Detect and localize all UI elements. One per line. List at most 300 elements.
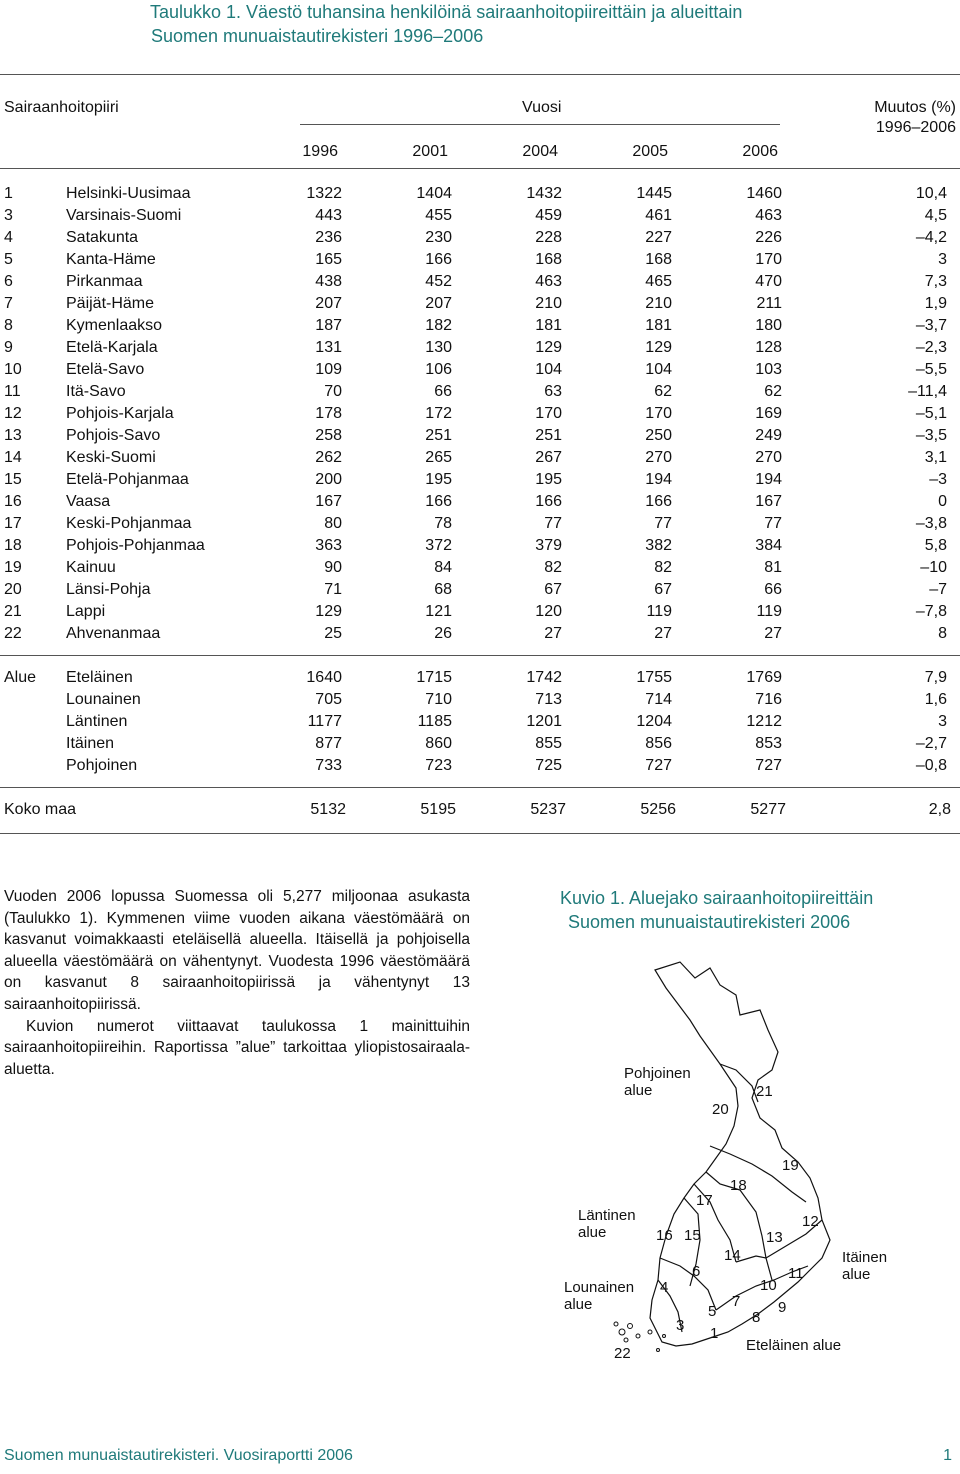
value-2006: 170 xyxy=(755,251,782,268)
region-lantinen-line1: Läntinen xyxy=(578,1207,636,1224)
row-name: Etelä-Pohjanmaa xyxy=(66,471,189,488)
value-2006: 169 xyxy=(755,405,782,422)
district-label-10: 10 xyxy=(760,1277,777,1294)
value-2006: 384 xyxy=(755,537,782,554)
value-2001: 182 xyxy=(425,317,452,334)
region-pohjoinen-line1: Pohjoinen xyxy=(624,1065,691,1082)
value-2004: 855 xyxy=(535,735,562,752)
district-label-20: 20 xyxy=(712,1101,729,1118)
row-name: Pohjois-Pohjanmaa xyxy=(66,537,205,554)
row-number: 20 xyxy=(4,581,22,598)
value-change: 4,5 xyxy=(924,207,947,224)
table-title xyxy=(150,0,742,48)
region-pohjoinen-line2: alue xyxy=(624,1082,653,1099)
value-2005: 714 xyxy=(645,691,672,708)
value-2001: 84 xyxy=(434,559,452,576)
row-name: Kainuu xyxy=(66,559,116,576)
value-2005: 62 xyxy=(654,383,672,400)
paragraph-2: Kuvion numerot viittaavat taulukossa 1 mainittuihin sairaanhoitopiireihin. Raportissa ”alue” tarkoittaa yliopistosairaala-aluetta. xyxy=(4,1017,470,1078)
value-1996: 70 xyxy=(324,383,342,400)
row-number xyxy=(0,689,66,711)
row-name: Päijät-Häme xyxy=(66,295,155,312)
area-row xyxy=(0,689,947,711)
value-change: 3 xyxy=(938,251,947,268)
value-2006: 62 xyxy=(764,383,782,400)
district-row xyxy=(0,293,947,315)
row-name: Pohjois-Savo xyxy=(66,427,161,444)
value-change: –10 xyxy=(920,559,947,576)
total-row xyxy=(0,799,951,821)
value-2004: 267 xyxy=(535,449,562,466)
value-2006: 270 xyxy=(755,449,782,466)
district-label-22: 22 xyxy=(614,1345,631,1362)
district-label-8: 8 xyxy=(752,1309,761,1326)
value-1996: 71 xyxy=(324,581,342,598)
district-number-labels xyxy=(614,1083,819,1362)
value-2006: 470 xyxy=(755,273,782,290)
row-number: 18 xyxy=(4,537,22,554)
district-label-17: 17 xyxy=(696,1192,713,1209)
row-number: 19 xyxy=(4,559,22,576)
district-row xyxy=(0,557,947,579)
value-2006: 119 xyxy=(756,603,782,620)
value-2004: 67 xyxy=(544,581,562,598)
value-2004: 725 xyxy=(535,757,562,774)
value-2006: 463 xyxy=(755,207,782,224)
value-2005: 727 xyxy=(645,757,672,774)
row-name: Ahvenanmaa xyxy=(66,625,161,642)
value-change: 1,9 xyxy=(924,295,947,312)
row-number: 16 xyxy=(4,493,22,510)
district-row xyxy=(0,359,947,381)
value-2005: 1755 xyxy=(636,669,672,686)
value-1996: 1322 xyxy=(306,185,342,202)
region-itainen-line1: Itäinen xyxy=(842,1249,888,1266)
value-1996: 165 xyxy=(315,251,342,268)
row-name: Pohjois-Karjala xyxy=(66,405,174,422)
value-2001: 195 xyxy=(425,471,452,488)
map-outline xyxy=(650,962,830,1346)
total-table xyxy=(0,799,951,821)
value-change: 0 xyxy=(938,493,947,510)
bottom-rule xyxy=(0,833,960,834)
region-lounainen-line2: alue xyxy=(564,1296,593,1313)
value-2006: 180 xyxy=(755,317,782,334)
value-change: –11,4 xyxy=(908,383,947,400)
district-label-12: 12 xyxy=(802,1213,819,1230)
value-2004: 170 xyxy=(535,405,562,422)
value-1996: 25 xyxy=(324,625,342,642)
district-row xyxy=(0,183,947,205)
value-2001: 372 xyxy=(425,537,452,554)
value-1996: 705 xyxy=(315,691,342,708)
district-label-6: 6 xyxy=(692,1263,701,1280)
value-change: 5,8 xyxy=(924,537,947,554)
total-v1996: 5132 xyxy=(310,801,346,818)
value-change: –4,2 xyxy=(915,229,947,246)
value-change: 7,3 xyxy=(924,273,947,290)
row-name: Helsinki-Uusimaa xyxy=(66,185,191,202)
value-change: –5,5 xyxy=(915,361,947,378)
value-2004: 713 xyxy=(535,691,562,708)
value-1996: 258 xyxy=(315,427,342,444)
value-2001: 106 xyxy=(425,361,452,378)
value-2001: 130 xyxy=(425,339,452,356)
figure-title-line2: Suomen munuaistautirekisteri 2006 xyxy=(568,912,851,932)
value-2005: 227 xyxy=(645,229,672,246)
row-number: 8 xyxy=(4,317,13,334)
value-1996: 438 xyxy=(315,273,342,290)
value-2001: 452 xyxy=(425,273,452,290)
value-2005: 181 xyxy=(645,317,672,334)
row-name: Kanta-Häme xyxy=(66,251,156,268)
value-2004: 63 xyxy=(544,383,562,400)
row-name: Eteläinen xyxy=(66,669,133,686)
district-label-4: 4 xyxy=(660,1279,669,1296)
region-lantinen-line2: alue xyxy=(578,1224,607,1241)
value-2006: 128 xyxy=(755,339,782,356)
row-number: 9 xyxy=(4,339,13,356)
row-name: Kymenlaakso xyxy=(66,317,163,334)
area-table xyxy=(0,667,947,777)
year-rule xyxy=(300,124,780,125)
district-label-1: 1 xyxy=(710,1325,719,1342)
row-name: Keski-Pohjanmaa xyxy=(66,515,192,532)
row-number: 11 xyxy=(4,383,21,400)
year-2004: 2004 xyxy=(522,143,558,160)
total-v2006: 5277 xyxy=(750,801,786,818)
value-2006: 1212 xyxy=(746,713,782,730)
value-2001: 230 xyxy=(425,229,452,246)
value-change: 3 xyxy=(938,713,947,730)
district-label-13: 13 xyxy=(766,1229,783,1246)
top-rule xyxy=(0,74,960,75)
district-row xyxy=(0,403,947,425)
footer-page-number: 1 xyxy=(943,1447,952,1464)
value-change: 8 xyxy=(938,625,947,642)
district-row xyxy=(0,205,947,227)
value-2006: 853 xyxy=(755,735,782,752)
row-number: 17 xyxy=(4,515,22,532)
value-1996: 363 xyxy=(315,537,342,554)
row-name: Läntinen xyxy=(66,713,128,730)
row-number xyxy=(0,755,66,777)
row-number: 22 xyxy=(4,625,22,642)
value-1996: 1177 xyxy=(307,713,342,730)
district-row xyxy=(0,447,947,469)
value-2004: 251 xyxy=(535,427,562,444)
value-2004: 228 xyxy=(535,229,562,246)
value-1996: 178 xyxy=(315,405,342,422)
area-row xyxy=(0,711,947,733)
value-2006: 249 xyxy=(755,427,782,444)
year-1996: 1996 xyxy=(302,143,338,160)
row-number: 12 xyxy=(4,405,22,422)
figure-title xyxy=(560,886,873,934)
district-label-16: 16 xyxy=(656,1227,673,1244)
value-1996: 80 xyxy=(324,515,342,532)
areas-rule xyxy=(0,655,960,656)
year-2005: 2005 xyxy=(632,143,668,160)
district-row xyxy=(0,381,947,403)
district-label-21: 21 xyxy=(756,1083,773,1100)
district-label-9: 9 xyxy=(778,1299,787,1316)
value-2004: 210 xyxy=(535,295,562,312)
row-number: 3 xyxy=(4,207,13,224)
district-row xyxy=(0,315,947,337)
area-row xyxy=(0,733,947,755)
row-number: 1 xyxy=(4,185,13,202)
value-2001: 166 xyxy=(425,493,452,510)
value-2006: 194 xyxy=(755,471,782,488)
value-1996: 129 xyxy=(315,603,342,620)
total-label: Koko maa xyxy=(4,801,77,818)
value-2005: 67 xyxy=(654,581,672,598)
value-change: 3,1 xyxy=(924,449,947,466)
value-1996: 90 xyxy=(324,559,342,576)
value-2006: 81 xyxy=(764,559,782,576)
value-2001: 121 xyxy=(425,603,452,620)
row-name: Etelä-Savo xyxy=(66,361,145,378)
region-lounainen-line1: Lounainen xyxy=(564,1279,635,1296)
total-v2001: 5195 xyxy=(420,801,456,818)
value-2001: 723 xyxy=(425,757,452,774)
value-2005: 465 xyxy=(645,273,672,290)
value-2006: 167 xyxy=(755,493,782,510)
value-1996: 207 xyxy=(315,295,342,312)
value-2001: 1404 xyxy=(416,185,452,202)
header-district: Sairaanhoitopiiri xyxy=(4,99,119,116)
value-2006: 226 xyxy=(755,229,782,246)
district-row xyxy=(0,623,947,645)
total-change: 2,8 xyxy=(928,801,951,818)
value-change: 10,4 xyxy=(915,185,947,202)
value-2001: 265 xyxy=(425,449,452,466)
value-2004: 195 xyxy=(535,471,562,488)
row-name: Keski-Suomi xyxy=(66,449,156,466)
value-1996: 443 xyxy=(315,207,342,224)
district-row xyxy=(0,337,947,359)
value-change: –2,3 xyxy=(915,339,947,356)
value-2005: 1204 xyxy=(636,713,672,730)
value-2005: 168 xyxy=(645,251,672,268)
value-2005: 119 xyxy=(646,603,672,620)
header-change xyxy=(874,98,956,138)
value-2001: 455 xyxy=(425,207,452,224)
value-change: –0,8 xyxy=(915,757,947,774)
area-row xyxy=(0,667,947,689)
value-2006: 727 xyxy=(755,757,782,774)
row-name: Lounainen xyxy=(66,691,141,708)
district-row xyxy=(0,425,947,447)
value-2005: 250 xyxy=(645,427,672,444)
value-change: –3,7 xyxy=(915,317,947,334)
value-1996: 236 xyxy=(315,229,342,246)
value-2006: 716 xyxy=(755,691,782,708)
header-change-range: 1996–2006 xyxy=(875,119,956,136)
value-change: –2,7 xyxy=(915,735,947,752)
value-2006: 66 xyxy=(764,581,782,598)
value-2001: 1185 xyxy=(417,713,452,730)
value-2004: 104 xyxy=(535,361,562,378)
value-change: –7,8 xyxy=(915,603,947,620)
region-etelainen: Eteläinen alue xyxy=(746,1337,842,1354)
value-2001: 26 xyxy=(434,625,452,642)
district-row xyxy=(0,601,947,623)
row-number: 10 xyxy=(4,361,22,378)
value-1996: 1640 xyxy=(306,669,342,686)
row-name: Varsinais-Suomi xyxy=(66,207,182,224)
value-2004: 166 xyxy=(535,493,562,510)
value-2001: 172 xyxy=(425,405,452,422)
row-name: Vaasa xyxy=(66,493,111,510)
value-2006: 1460 xyxy=(746,185,782,202)
value-2005: 104 xyxy=(645,361,672,378)
row-number: 14 xyxy=(4,449,22,466)
row-name: Pirkanmaa xyxy=(66,273,143,290)
value-2006: 27 xyxy=(764,625,782,642)
value-2005: 194 xyxy=(645,471,672,488)
value-change: 7,9 xyxy=(924,669,947,686)
value-2001: 66 xyxy=(434,383,452,400)
area-row xyxy=(0,755,947,777)
district-label-7: 7 xyxy=(732,1293,741,1310)
district-label-18: 18 xyxy=(730,1177,747,1194)
district-label-11: 11 xyxy=(788,1265,804,1282)
district-row xyxy=(0,579,947,601)
district-label-3: 3 xyxy=(676,1317,685,1334)
value-2004: 181 xyxy=(535,317,562,334)
value-1996: 109 xyxy=(315,361,342,378)
total-rule xyxy=(0,787,960,788)
value-2004: 129 xyxy=(535,339,562,356)
row-number: 6 xyxy=(4,273,13,290)
value-change: –3,8 xyxy=(915,515,947,532)
value-2005: 270 xyxy=(645,449,672,466)
year-2006: 2006 xyxy=(742,143,778,160)
value-2006: 77 xyxy=(764,515,782,532)
value-change: –5,1 xyxy=(915,405,947,422)
value-2004: 1432 xyxy=(526,185,562,202)
district-row xyxy=(0,249,947,271)
value-change: –3 xyxy=(929,471,947,488)
value-2001: 68 xyxy=(434,581,452,598)
row-number: 13 xyxy=(4,427,22,444)
district-label-14: 14 xyxy=(724,1247,741,1264)
row-number: Alue xyxy=(4,669,37,686)
value-2005: 210 xyxy=(645,295,672,312)
district-row xyxy=(0,535,947,557)
body-text xyxy=(4,886,470,1080)
value-2005: 77 xyxy=(654,515,672,532)
value-2006: 211 xyxy=(756,295,782,312)
district-row xyxy=(0,491,947,513)
value-change: –3,5 xyxy=(915,427,947,444)
finland-district-map xyxy=(560,940,920,1370)
row-number xyxy=(0,733,66,755)
value-2004: 82 xyxy=(544,559,562,576)
region-itainen-line2: alue xyxy=(842,1266,871,1283)
value-2001: 166 xyxy=(425,251,452,268)
row-name: Itä-Savo xyxy=(66,383,126,400)
value-1996: 200 xyxy=(315,471,342,488)
value-change: –7 xyxy=(929,581,947,598)
value-2006: 103 xyxy=(755,361,782,378)
row-name: Itäinen xyxy=(66,735,115,752)
footer-publication: Suomen munuaistautirekisteri. Vuosiraportti 2006 xyxy=(4,1447,353,1464)
row-number xyxy=(0,711,66,733)
row-name: Länsi-Pohja xyxy=(66,581,151,598)
value-2001: 710 xyxy=(425,691,452,708)
value-2004: 463 xyxy=(535,273,562,290)
row-name: Pohjoinen xyxy=(66,757,138,774)
value-2004: 379 xyxy=(535,537,562,554)
year-2001: 2001 xyxy=(412,143,448,160)
value-2005: 129 xyxy=(645,339,672,356)
district-table xyxy=(0,183,947,645)
district-label-15: 15 xyxy=(684,1227,701,1244)
header-year: Vuosi xyxy=(522,99,562,116)
table-title-line1: Taulukko 1. Väestö tuhansina henkilöinä sairaanhoitopiireittäin ja alueittain xyxy=(150,2,743,22)
value-2004: 77 xyxy=(544,515,562,532)
value-2004: 459 xyxy=(535,207,562,224)
value-2004: 168 xyxy=(535,251,562,268)
row-name: Etelä-Karjala xyxy=(66,339,158,356)
district-row xyxy=(0,513,947,535)
value-2005: 856 xyxy=(645,735,672,752)
table-title-line2: Suomen munuaistautirekisteri 1996–2006 xyxy=(151,26,484,46)
figure-title-line1: Kuvio 1. Aluejako sairaanhoitopiireittäin xyxy=(560,888,874,908)
row-number: 21 xyxy=(4,603,22,620)
row-name: Lappi xyxy=(66,603,106,620)
value-change: 1,6 xyxy=(924,691,947,708)
value-2005: 166 xyxy=(645,493,672,510)
value-2006: 1769 xyxy=(746,669,782,686)
value-2005: 170 xyxy=(645,405,672,422)
value-2004: 27 xyxy=(544,625,562,642)
value-2005: 1445 xyxy=(636,185,672,202)
value-2004: 1201 xyxy=(526,713,562,730)
value-1996: 167 xyxy=(315,493,342,510)
value-1996: 733 xyxy=(315,757,342,774)
value-2001: 78 xyxy=(434,515,452,532)
value-2001: 860 xyxy=(425,735,452,752)
district-row xyxy=(0,271,947,293)
row-number: 4 xyxy=(4,229,13,246)
district-row xyxy=(0,227,947,249)
value-1996: 187 xyxy=(315,317,342,334)
value-1996: 877 xyxy=(315,735,342,752)
district-label-5: 5 xyxy=(708,1303,717,1320)
value-2005: 82 xyxy=(654,559,672,576)
header-change-label: Muutos (%) xyxy=(874,99,956,116)
row-number: 5 xyxy=(4,251,13,268)
total-v2005: 5256 xyxy=(640,801,676,818)
value-1996: 131 xyxy=(315,339,342,356)
paragraph-1: Vuoden 2006 lopussa Suomessa oli 5,277 miljoonaa asukasta (Taulukko 1). Kymmenen viime vuoden aikana väestömäärä on kasvanut voimakkaasti eteläisellä alueella. Itäisellä ja pohjoisella alueella väestömäärä on vähentynyt. Vuodesta 1996 väestömäärä on kasvanut 8 sairaanhoitopiirissä ja vähentynyt 13 sairaanhoitopiirissä. xyxy=(4,888,470,1013)
district-label-19: 19 xyxy=(782,1157,799,1174)
value-2001: 251 xyxy=(425,427,452,444)
value-2004: 1742 xyxy=(526,669,562,686)
row-number: 15 xyxy=(4,471,22,488)
value-2005: 27 xyxy=(654,625,672,642)
district-row xyxy=(0,469,947,491)
value-2001: 1715 xyxy=(416,669,452,686)
row-name: Satakunta xyxy=(66,229,139,246)
header-rule xyxy=(0,168,960,169)
value-2005: 461 xyxy=(645,207,672,224)
row-number: 7 xyxy=(4,295,13,312)
